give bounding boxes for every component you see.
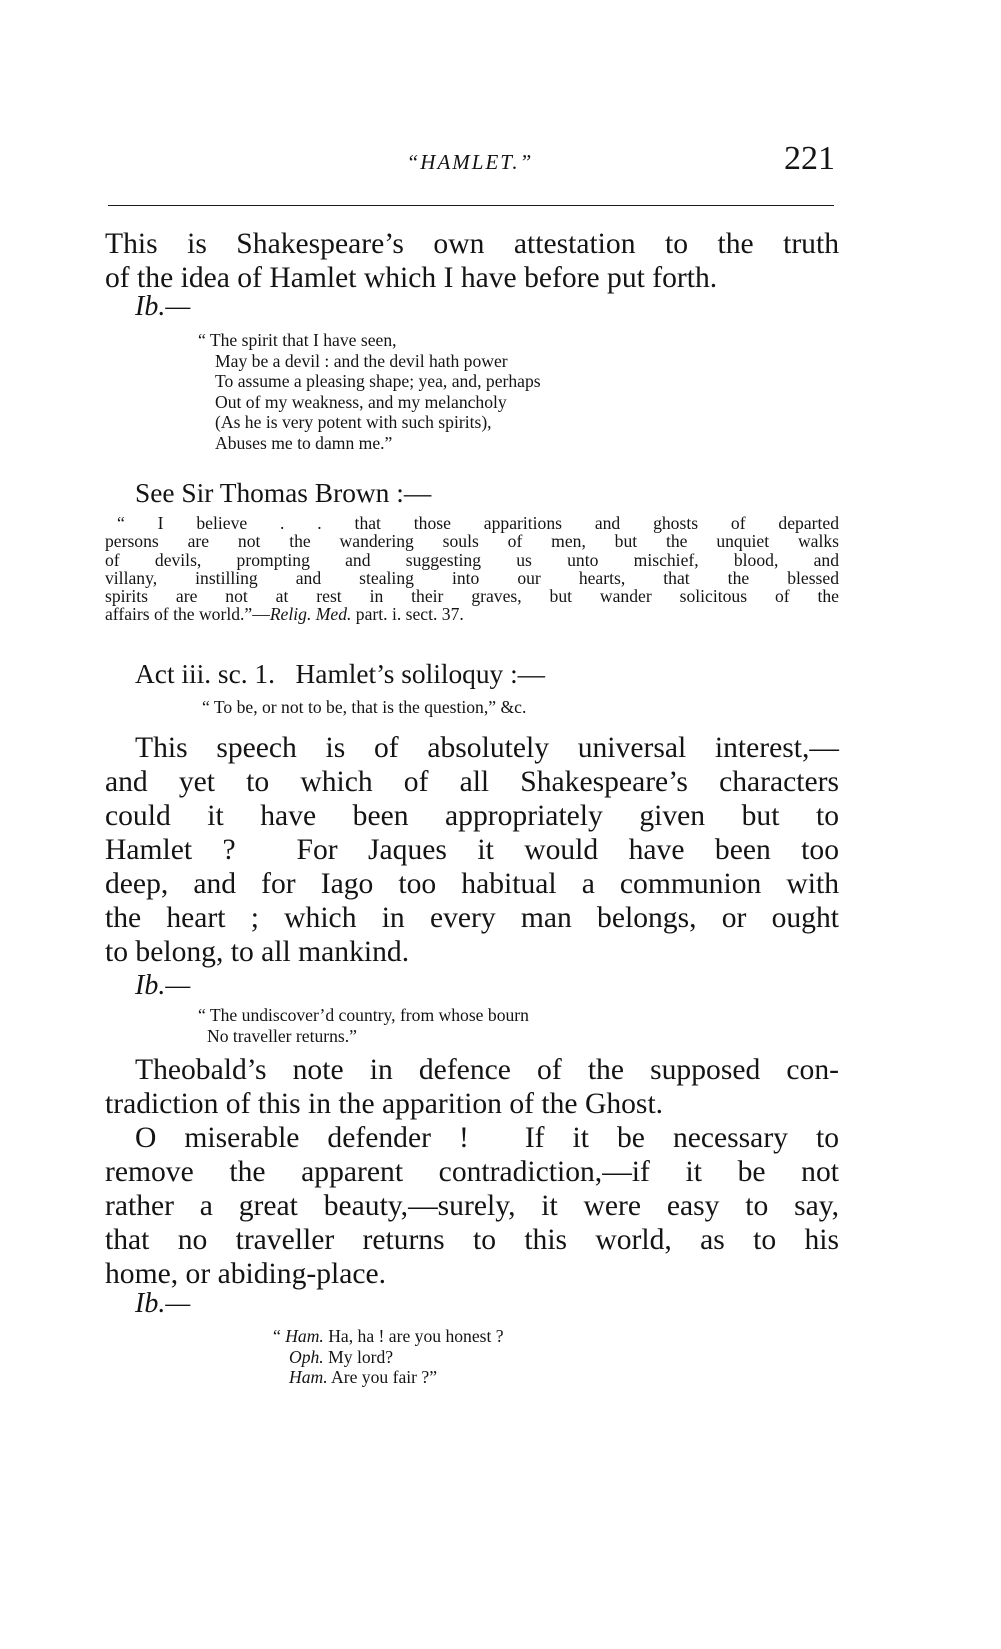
text-line: Hamlet ? For Jaques it would have been too bbox=[105, 834, 839, 866]
dialogue-text: Ha, ha ! are you honest ? bbox=[323, 1326, 504, 1346]
text-line: O miserable defender ! If it be necessary to bbox=[135, 1122, 839, 1154]
dialogue-text: Are you fair ?” bbox=[327, 1367, 438, 1387]
quote-line-prefix: affairs of the world.”— bbox=[105, 604, 270, 625]
citation-ref: part. i. sect. 37. bbox=[351, 604, 464, 625]
verse-line: No traveller returns.” bbox=[207, 1025, 357, 1046]
text-line: home, or abiding-place. bbox=[105, 1258, 387, 1290]
ib-label: Ib.— bbox=[135, 1288, 191, 1319]
quote-browne bbox=[105, 514, 839, 624]
dialogue-line bbox=[273, 1347, 504, 1368]
paragraph-attestation bbox=[105, 227, 839, 295]
see-browne: See Sir Thomas Brown :— bbox=[135, 478, 432, 508]
verse-line: “ The undiscover’d country, from whose bourn bbox=[198, 1005, 529, 1025]
quote-line: of devils, prompting and suggesting us unto mischief, blood, and bbox=[105, 549, 839, 570]
ib-label: Ib.— bbox=[135, 291, 191, 322]
quote-undiscovered-country bbox=[198, 1005, 529, 1046]
text-line: could it have been appropriately given but to bbox=[105, 800, 839, 832]
text-line: and yet to which of all Shakespeare’s characters bbox=[105, 766, 839, 798]
text-line: rather a great beauty,—surely, it were easy to say, bbox=[105, 1190, 839, 1222]
quote-spirit bbox=[198, 330, 541, 453]
quote-line: villany, instilling and stealing into our hearts, that the blessed bbox=[105, 567, 839, 588]
text-line: Theobald’s note in defence of the supposed con- bbox=[135, 1054, 839, 1086]
speaker-name: Ham. bbox=[285, 1326, 324, 1346]
text-line: deep, and for Iago too habitual a communion with bbox=[105, 868, 839, 900]
speaker-name: Ham. bbox=[289, 1367, 328, 1387]
verse-line: To assume a pleasing shape; yea, and, perhaps bbox=[215, 371, 541, 391]
ib-label: Ib.— bbox=[135, 970, 191, 1001]
dialogue-line bbox=[273, 1367, 504, 1388]
text-line: This is Shakespeare’s own attestation to the truth bbox=[105, 228, 839, 260]
act-heading: Act iii. sc. 1. Hamlet’s soliloquy :— bbox=[135, 659, 546, 689]
quote-open: “ bbox=[273, 1326, 286, 1346]
paragraph-speech-interest bbox=[105, 731, 839, 969]
verse-line: “ The spirit that I have seen, bbox=[198, 330, 397, 350]
citation-title: Relig. Med. bbox=[269, 604, 352, 625]
quote-line: “ I believe . . that those apparitions and ghosts of departed bbox=[117, 513, 839, 533]
verse-line: May be a devil : and the devil hath power bbox=[215, 350, 508, 371]
quote-to-be: “ To be, or not to be, that is the question,” &c. bbox=[202, 697, 527, 717]
running-title: “HAMLET.” bbox=[406, 150, 534, 174]
dialogue-quote bbox=[273, 1326, 504, 1388]
text-line: tradiction of this in the apparition of the Ghost. bbox=[105, 1088, 664, 1120]
header-rule bbox=[108, 205, 834, 206]
speaker-name: Oph. bbox=[289, 1346, 324, 1367]
verse-line: (As he is very potent with such spirits), bbox=[215, 412, 492, 432]
text-line: to belong, to all mankind. bbox=[105, 936, 410, 968]
quote-line: spirits are not at rest in their graves, but wander solicitous of the bbox=[105, 586, 839, 607]
dialogue-text: My lord? bbox=[323, 1346, 394, 1367]
paragraph-miserable-defender bbox=[105, 1121, 839, 1291]
text-line: remove the apparent contradiction,—if it be not bbox=[105, 1156, 839, 1188]
text-line: that no traveller returns to this world, as to his bbox=[105, 1224, 839, 1256]
verse-line: Abuses me to damn me.” bbox=[215, 432, 393, 453]
paragraph-theobald bbox=[105, 1053, 839, 1121]
dialogue-line bbox=[273, 1326, 504, 1347]
text-line: the heart ; which in every man belongs, or ought bbox=[105, 902, 839, 934]
quote-citation-line bbox=[105, 605, 839, 623]
page-number: 221 bbox=[784, 140, 835, 177]
text-line: of the idea of Hamlet which I have before put forth. bbox=[105, 262, 718, 294]
text-line: This speech is of absolutely universal interest,— bbox=[135, 732, 839, 764]
running-head bbox=[105, 140, 835, 190]
verse-line: Out of my weakness, and my melancholy bbox=[215, 391, 507, 412]
quote-line: persons are not the wandering souls of men, but the unquiet walks bbox=[105, 531, 839, 552]
